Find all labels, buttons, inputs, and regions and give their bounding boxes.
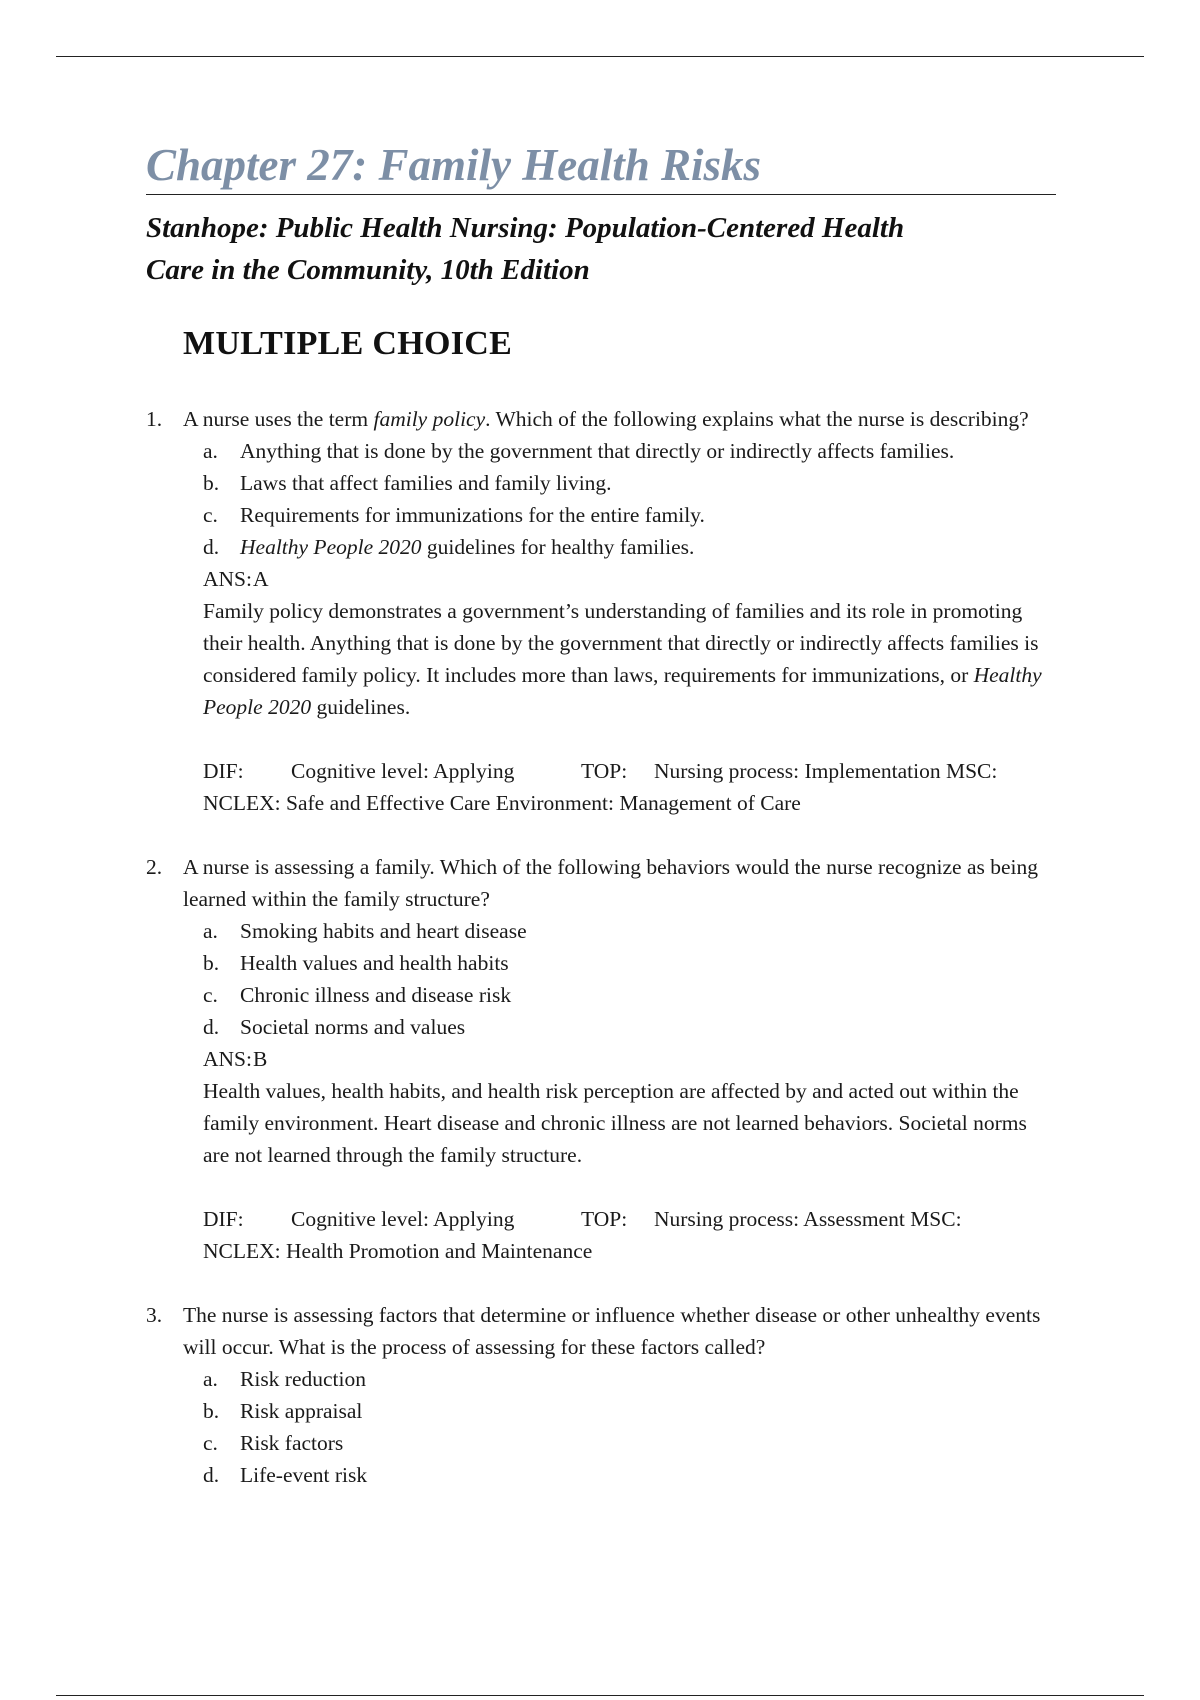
question-stem: A nurse is assessing a family. Which of the following behaviors would the nurse recognize as being learned within the family structure? [183, 854, 1039, 911]
rationale [203, 595, 1056, 723]
answer-block [183, 563, 1056, 819]
top-rule [56, 56, 1144, 57]
question-stem: The nurse is assessing factors that determine or influence whether disease or other unhealthy events will occur. What is the process of assessing for these factors called? [183, 1302, 1041, 1359]
bottom-rule [56, 1695, 1144, 1696]
nclex-category: NCLEX: Health Promotion and Maintenance [203, 1238, 593, 1263]
option-text: Risk appraisal [240, 1398, 363, 1423]
answer-line [203, 1043, 1056, 1075]
option-letter: d. [203, 1014, 220, 1039]
answer-label: ANS: [203, 1046, 252, 1071]
top-value: Nursing process: Implementation MSC: [654, 758, 998, 783]
top-label: TOP: [581, 1206, 628, 1231]
option-c [203, 979, 1056, 1011]
question-number: 1. [146, 406, 163, 431]
option-b [203, 1395, 1056, 1427]
top-value: Nursing process: Assessment MSC: [654, 1206, 962, 1231]
question-metadata [203, 1203, 1056, 1267]
book-title-line-1: Stanhope: Public Health Nursing: Population-Centered Health [146, 211, 905, 244]
option-text: Risk factors [240, 1430, 344, 1455]
option-text: Health values and health habits [240, 950, 509, 975]
option-text: Laws that affect families and family living. [240, 470, 612, 495]
metadata-line [203, 755, 1056, 787]
option-list [183, 1363, 1056, 1491]
dif-label: DIF: [203, 1206, 244, 1231]
question-metadata [203, 755, 1056, 819]
option-d [203, 1459, 1056, 1491]
stem-term: family policy [373, 406, 486, 431]
option-letter: a. [203, 918, 218, 943]
top-label: TOP: [581, 758, 628, 783]
question-number: 3. [146, 1302, 163, 1327]
answer-value: B [253, 1046, 268, 1071]
rationale-text: guidelines. [311, 694, 411, 719]
option-d [203, 1011, 1056, 1043]
option-letter: b. [203, 950, 220, 975]
option-a [203, 435, 1056, 467]
stem-text: A nurse uses the term [183, 406, 374, 431]
chapter-title: Chapter 27: Family Health Risks [146, 140, 1056, 195]
stem-text: . Which of the following explains what the nurse is describing? [485, 406, 1029, 431]
option-c [203, 1427, 1056, 1459]
question-2 [146, 851, 1056, 1267]
dif-value: Cognitive level: Applying [291, 758, 515, 783]
option-letter: b. [203, 1398, 220, 1423]
option-c [203, 499, 1056, 531]
option-letter: a. [203, 438, 218, 463]
option-text: Requirements for immunizations for the entire family. [240, 502, 705, 527]
rationale: Health values, health habits, and health risk perception are affected by and acted out within the family environment. Heart disease and chronic illness are not learned behaviors. Societal norms are not learned through the family structure. [203, 1078, 1027, 1167]
option-list [183, 915, 1056, 1043]
answer-label: ANS: [203, 566, 252, 591]
metadata-line [203, 1203, 1056, 1235]
book-title [146, 207, 1056, 291]
dif-label: DIF: [203, 758, 244, 783]
option-a [203, 915, 1056, 947]
option-text: Smoking habits and heart disease [240, 918, 527, 943]
answer-line [203, 563, 1056, 595]
question-stem [183, 403, 1056, 435]
option-a [203, 1363, 1056, 1395]
option-b [203, 947, 1056, 979]
option-letter: c. [203, 1430, 218, 1455]
option-letter: c. [203, 502, 218, 527]
option-b [203, 467, 1056, 499]
rationale-italic-text: Healthy People 2020 [203, 662, 1042, 719]
book-title-line-2: Care in the Community, 10th Edition [146, 253, 590, 286]
option-letter: d. [203, 534, 220, 559]
option-letter: b. [203, 470, 220, 495]
answer-block [183, 1043, 1056, 1267]
option-letter: d. [203, 1462, 220, 1487]
document-page [146, 140, 1056, 1523]
option-text: Anything that is done by the government that directly or indirectly affects families. [240, 438, 955, 463]
option-letter: c. [203, 982, 218, 1007]
option-text: Life-event risk [240, 1462, 368, 1487]
nclex-category: NCLEX: Safe and Effective Care Environment: Management of Care [203, 790, 801, 815]
option-text: guidelines for healthy families. [421, 534, 695, 559]
option-text: Chronic illness and disease risk [240, 982, 512, 1007]
question-1 [146, 403, 1056, 819]
option-list [183, 435, 1056, 563]
option-d [203, 531, 1056, 563]
question-list [146, 403, 1056, 1491]
option-text: Risk reduction [240, 1366, 366, 1391]
dif-value: Cognitive level: Applying [291, 1206, 515, 1231]
option-italic-text: Healthy People 2020 [240, 534, 422, 559]
answer-value: A [253, 566, 269, 591]
option-letter: a. [203, 1366, 218, 1391]
question-3 [146, 1299, 1056, 1491]
section-heading: MULTIPLE CHOICE [183, 324, 513, 362]
rationale-text: Family policy demonstrates a government’s understanding of families and its role in promoting their health. Anything that is done by the government that directly or indirectly affects families is considered family policy. It includes more than laws, requirements for immunizations, or [203, 598, 1039, 687]
question-number: 2. [146, 854, 163, 879]
option-text: Societal norms and values [240, 1014, 466, 1039]
